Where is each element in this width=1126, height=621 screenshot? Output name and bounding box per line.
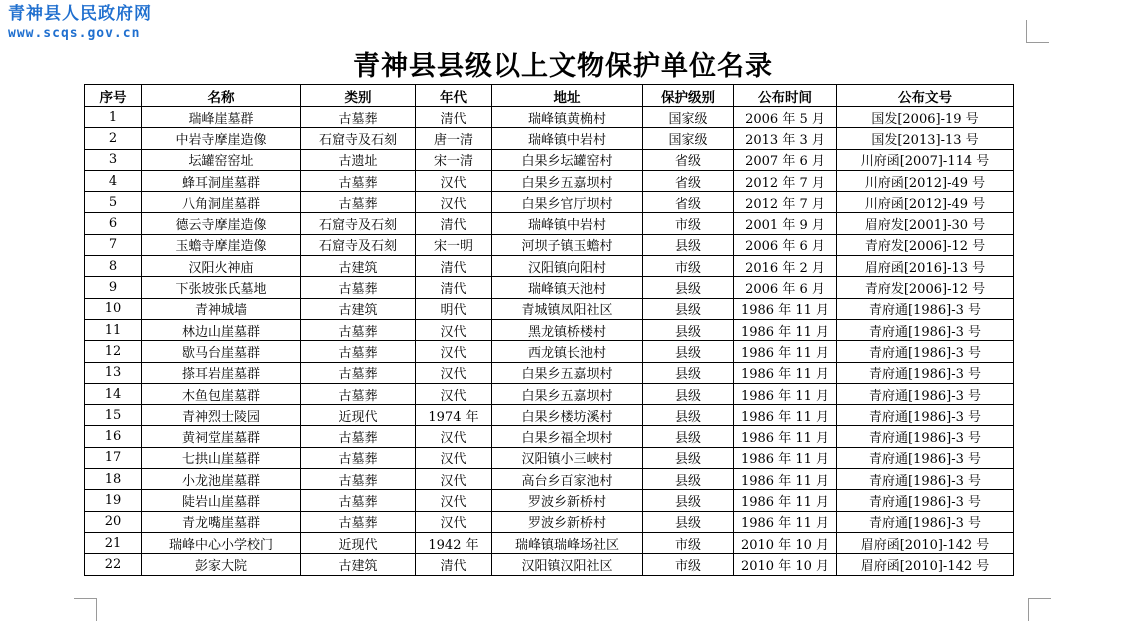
cell-category: 近现代 — [301, 405, 416, 426]
cell-category: 古墓葬 — [301, 341, 416, 362]
cell-category: 古墓葬 — [301, 447, 416, 468]
table-row — [85, 469, 1014, 490]
cell-category: 古墓葬 — [301, 277, 416, 298]
cell-era: 清代 — [416, 213, 492, 234]
cell-address: 高台乡百家池村 — [492, 469, 643, 490]
cell-publish-date: 1986 年 11 月 — [734, 447, 837, 468]
cell-name: 青神城墙 — [142, 298, 301, 319]
cell-era: 1974 年 — [416, 405, 492, 426]
cell-publish-date: 1986 年 11 月 — [734, 362, 837, 383]
cell-name: 彭家大院 — [142, 554, 301, 575]
cell-protection-level: 省级 — [643, 170, 734, 191]
cell-protection-level: 县级 — [643, 490, 734, 511]
cell-name: 青龙嘴崖墓群 — [142, 511, 301, 532]
table-row — [85, 170, 1014, 191]
table-row — [85, 234, 1014, 255]
cell-category: 古墓葬 — [301, 511, 416, 532]
cell-protection-level: 县级 — [643, 426, 734, 447]
cell-document-number: 青府发[2006]-12 号 — [837, 234, 1014, 255]
cell-name: 德云寺摩崖造像 — [142, 213, 301, 234]
header-document-number: 公布文号 — [837, 85, 1014, 107]
cell-publish-date: 1986 年 11 月 — [734, 490, 837, 511]
cell-category: 古墓葬 — [301, 362, 416, 383]
cell-protection-level: 县级 — [643, 298, 734, 319]
table-row — [85, 426, 1014, 447]
cell-protection-level: 市级 — [643, 554, 734, 575]
cell-address: 汉阳镇向阳村 — [492, 256, 643, 277]
cell-name: 七拱山崖墓群 — [142, 447, 301, 468]
table-row — [85, 192, 1014, 213]
cell-seq: 8 — [85, 256, 142, 277]
cell-seq: 1 — [85, 107, 142, 128]
cell-address: 汉阳镇小三峡村 — [492, 447, 643, 468]
cell-name: 玉蟾寺摩崖造像 — [142, 234, 301, 255]
header-seq: 序号 — [85, 85, 142, 107]
cell-name: 中岩寺摩崖造像 — [142, 128, 301, 149]
cell-era: 汉代 — [416, 170, 492, 191]
table-row — [85, 511, 1014, 532]
cell-publish-date: 1986 年 11 月 — [734, 319, 837, 340]
cell-document-number: 国发[2013]-13 号 — [837, 128, 1014, 149]
cell-publish-date: 2007 年 6 月 — [734, 149, 837, 170]
cell-address: 瑞峰镇黄桷村 — [492, 107, 643, 128]
cell-era: 汉代 — [416, 319, 492, 340]
cell-address: 白果乡五嘉坝村 — [492, 170, 643, 191]
table-body — [85, 107, 1014, 576]
cell-publish-date: 2013 年 3 月 — [734, 128, 837, 149]
cell-protection-level: 省级 — [643, 149, 734, 170]
cell-category: 古墓葬 — [301, 170, 416, 191]
cell-publish-date: 2016 年 2 月 — [734, 256, 837, 277]
cell-category: 古建筑 — [301, 554, 416, 575]
cell-address: 西龙镇长池村 — [492, 341, 643, 362]
cell-category: 古墓葬 — [301, 192, 416, 213]
cell-document-number: 眉府发[2001]-30 号 — [837, 213, 1014, 234]
cell-name: 歇马台崖墓群 — [142, 341, 301, 362]
cell-protection-level: 县级 — [643, 319, 734, 340]
cell-seq: 7 — [85, 234, 142, 255]
cell-seq: 22 — [85, 554, 142, 575]
cell-era: 汉代 — [416, 362, 492, 383]
cell-address: 青城镇凤阳社区 — [492, 298, 643, 319]
cell-name: 黄祠堂崖墓群 — [142, 426, 301, 447]
cell-name: 木鱼包崖墓群 — [142, 383, 301, 404]
cell-category: 石窟寺及石刻 — [301, 128, 416, 149]
cell-name: 下张坡张氏墓地 — [142, 277, 301, 298]
header-name: 名称 — [142, 85, 301, 107]
table-row — [85, 405, 1014, 426]
cell-document-number: 青府通[1986]-3 号 — [837, 383, 1014, 404]
table-row — [85, 128, 1014, 149]
cell-era: 汉代 — [416, 469, 492, 490]
watermark-site-name: 青神县人民政府网 — [8, 4, 152, 24]
cell-address: 白果乡坛罐窑村 — [492, 149, 643, 170]
cell-protection-level: 县级 — [643, 405, 734, 426]
cell-document-number: 国发[2006]-19 号 — [837, 107, 1014, 128]
cell-document-number: 青府通[1986]-3 号 — [837, 426, 1014, 447]
cell-category: 古建筑 — [301, 256, 416, 277]
cell-name: 八角洞崖墓群 — [142, 192, 301, 213]
header-era: 年代 — [416, 85, 492, 107]
cell-category: 古建筑 — [301, 298, 416, 319]
cell-document-number: 青府通[1986]-3 号 — [837, 362, 1014, 383]
cell-era: 汉代 — [416, 511, 492, 532]
cell-document-number: 眉府函[2010]-142 号 — [837, 554, 1014, 575]
cell-address: 河坝子镇玉蟾村 — [492, 234, 643, 255]
cell-seq: 9 — [85, 277, 142, 298]
table-row — [85, 319, 1014, 340]
cell-publish-date: 1986 年 11 月 — [734, 405, 837, 426]
cell-publish-date: 1986 年 11 月 — [734, 511, 837, 532]
cell-category: 古遗址 — [301, 149, 416, 170]
cell-protection-level: 市级 — [643, 532, 734, 553]
cell-publish-date: 1986 年 11 月 — [734, 298, 837, 319]
cell-category: 古墓葬 — [301, 107, 416, 128]
cell-document-number: 青府通[1986]-3 号 — [837, 490, 1014, 511]
cell-name: 林边山崖墓群 — [142, 319, 301, 340]
table-header-row — [85, 85, 1014, 107]
cell-document-number: 青府通[1986]-3 号 — [837, 511, 1014, 532]
cell-name: 瑞峰崖墓群 — [142, 107, 301, 128]
cell-publish-date: 1986 年 11 月 — [734, 469, 837, 490]
cell-protection-level: 县级 — [643, 447, 734, 468]
header-address: 地址 — [492, 85, 643, 107]
cell-protection-level: 国家级 — [643, 128, 734, 149]
cell-protection-level: 县级 — [643, 277, 734, 298]
cell-protection-level: 国家级 — [643, 107, 734, 128]
cell-document-number: 青府通[1986]-3 号 — [837, 469, 1014, 490]
page-corner-mark-bottom-right — [1028, 598, 1051, 621]
cell-name: 青神烈士陵园 — [142, 405, 301, 426]
cell-document-number: 眉府函[2016]-13 号 — [837, 256, 1014, 277]
table-row — [85, 341, 1014, 362]
cell-era: 唐一清 — [416, 128, 492, 149]
cell-seq: 10 — [85, 298, 142, 319]
cell-seq: 20 — [85, 511, 142, 532]
table-row — [85, 447, 1014, 468]
cell-name: 汉阳火神庙 — [142, 256, 301, 277]
cell-address: 罗波乡新桥村 — [492, 511, 643, 532]
cell-era: 汉代 — [416, 341, 492, 362]
cell-seq: 5 — [85, 192, 142, 213]
cell-document-number: 青府通[1986]-3 号 — [837, 319, 1014, 340]
cell-address: 白果乡官厅坝村 — [492, 192, 643, 213]
cell-seq: 2 — [85, 128, 142, 149]
watermark-site-url: www.scqs.gov.cn — [8, 26, 141, 41]
cell-seq: 16 — [85, 426, 142, 447]
cell-era: 宋一明 — [416, 234, 492, 255]
cell-seq: 18 — [85, 469, 142, 490]
cell-seq: 4 — [85, 170, 142, 191]
table-row — [85, 213, 1014, 234]
cell-address: 罗波乡新桥村 — [492, 490, 643, 511]
cell-address: 黑龙镇桥楼村 — [492, 319, 643, 340]
cell-name: 坛罐窑窑址 — [142, 149, 301, 170]
cell-category: 近现代 — [301, 532, 416, 553]
cell-category: 古墓葬 — [301, 319, 416, 340]
cell-address: 瑞峰镇瑞峰场社区 — [492, 532, 643, 553]
cell-protection-level: 省级 — [643, 192, 734, 213]
cell-era: 汉代 — [416, 447, 492, 468]
table-row — [85, 362, 1014, 383]
page-corner-mark-bottom-left — [74, 598, 97, 621]
cell-seq: 3 — [85, 149, 142, 170]
cell-protection-level: 县级 — [643, 511, 734, 532]
cell-category: 古墓葬 — [301, 383, 416, 404]
table-row — [85, 383, 1014, 404]
cell-era: 汉代 — [416, 383, 492, 404]
cell-seq: 15 — [85, 405, 142, 426]
table-row — [85, 554, 1014, 575]
cell-document-number: 眉府函[2010]-142 号 — [837, 532, 1014, 553]
cell-category: 古墓葬 — [301, 469, 416, 490]
cell-publish-date: 2010 年 10 月 — [734, 554, 837, 575]
header-category: 类别 — [301, 85, 416, 107]
cell-name: 小龙池崖墓群 — [142, 469, 301, 490]
cell-document-number: 川府函[2012]-49 号 — [837, 170, 1014, 191]
cell-publish-date: 2006 年 6 月 — [734, 277, 837, 298]
cell-publish-date: 2001 年 9 月 — [734, 213, 837, 234]
cell-category: 石窟寺及石刻 — [301, 234, 416, 255]
page-corner-mark-top-right — [1026, 20, 1049, 43]
cell-publish-date: 2012 年 7 月 — [734, 192, 837, 213]
cell-seq: 12 — [85, 341, 142, 362]
cell-era: 宋一清 — [416, 149, 492, 170]
cell-document-number: 青府通[1986]-3 号 — [837, 341, 1014, 362]
cell-seq: 6 — [85, 213, 142, 234]
cell-publish-date: 2012 年 7 月 — [734, 170, 837, 191]
cell-era: 清代 — [416, 107, 492, 128]
cell-publish-date: 1986 年 11 月 — [734, 383, 837, 404]
cell-publish-date: 2006 年 5 月 — [734, 107, 837, 128]
cell-publish-date: 1986 年 11 月 — [734, 341, 837, 362]
cell-address: 白果乡五嘉坝村 — [492, 362, 643, 383]
cell-era: 清代 — [416, 277, 492, 298]
cell-name: 陡岩山崖墓群 — [142, 490, 301, 511]
cell-address: 汉阳镇汉阳社区 — [492, 554, 643, 575]
cell-document-number: 青府通[1986]-3 号 — [837, 447, 1014, 468]
cell-seq: 13 — [85, 362, 142, 383]
table-row — [85, 149, 1014, 170]
table-row — [85, 277, 1014, 298]
table-row — [85, 298, 1014, 319]
cell-category: 古墓葬 — [301, 490, 416, 511]
cell-seq: 17 — [85, 447, 142, 468]
cell-era: 明代 — [416, 298, 492, 319]
cell-address: 白果乡福全坝村 — [492, 426, 643, 447]
cell-address: 瑞峰镇天池村 — [492, 277, 643, 298]
cell-name: 搽耳岩崖墓群 — [142, 362, 301, 383]
cell-publish-date: 2006 年 6 月 — [734, 234, 837, 255]
cell-document-number: 川府函[2007]-114 号 — [837, 149, 1014, 170]
cell-name: 蜂耳洞崖墓群 — [142, 170, 301, 191]
cell-document-number: 青府通[1986]-3 号 — [837, 405, 1014, 426]
cell-era: 汉代 — [416, 426, 492, 447]
cell-seq: 14 — [85, 383, 142, 404]
cell-seq: 19 — [85, 490, 142, 511]
cell-era: 清代 — [416, 554, 492, 575]
header-protection-level: 保护级别 — [643, 85, 734, 107]
cell-protection-level: 县级 — [643, 362, 734, 383]
cell-seq: 21 — [85, 532, 142, 553]
cell-protection-level: 市级 — [643, 213, 734, 234]
cell-era: 汉代 — [416, 490, 492, 511]
table-row — [85, 256, 1014, 277]
cell-protection-level: 县级 — [643, 383, 734, 404]
cell-address: 瑞峰镇中岩村 — [492, 128, 643, 149]
relics-table — [84, 84, 1014, 576]
cell-name: 瑞峰中心小学校门 — [142, 532, 301, 553]
cell-document-number: 川府函[2012]-49 号 — [837, 192, 1014, 213]
header-publish-date: 公布时间 — [734, 85, 837, 107]
site-watermark — [8, 6, 152, 40]
table-row — [85, 490, 1014, 511]
table-row — [85, 532, 1014, 553]
cell-protection-level: 县级 — [643, 341, 734, 362]
table-row — [85, 107, 1014, 128]
cell-category: 石窟寺及石刻 — [301, 213, 416, 234]
cell-era: 汉代 — [416, 192, 492, 213]
cell-category: 古墓葬 — [301, 426, 416, 447]
cell-publish-date: 2010 年 10 月 — [734, 532, 837, 553]
cell-address: 白果乡五嘉坝村 — [492, 383, 643, 404]
cell-protection-level: 县级 — [643, 469, 734, 490]
cell-era: 清代 — [416, 256, 492, 277]
cell-address: 瑞峰镇中岩村 — [492, 213, 643, 234]
cell-document-number: 青府通[1986]-3 号 — [837, 298, 1014, 319]
cell-publish-date: 1986 年 11 月 — [734, 426, 837, 447]
cell-address: 白果乡楼坊溪村 — [492, 405, 643, 426]
cell-seq: 11 — [85, 319, 142, 340]
cell-era: 1942 年 — [416, 532, 492, 553]
cell-document-number: 青府发[2006]-12 号 — [837, 277, 1014, 298]
document-title: 青神县县级以上文物保护单位名录 — [353, 51, 773, 82]
cell-protection-level: 县级 — [643, 234, 734, 255]
cell-protection-level: 市级 — [643, 256, 734, 277]
